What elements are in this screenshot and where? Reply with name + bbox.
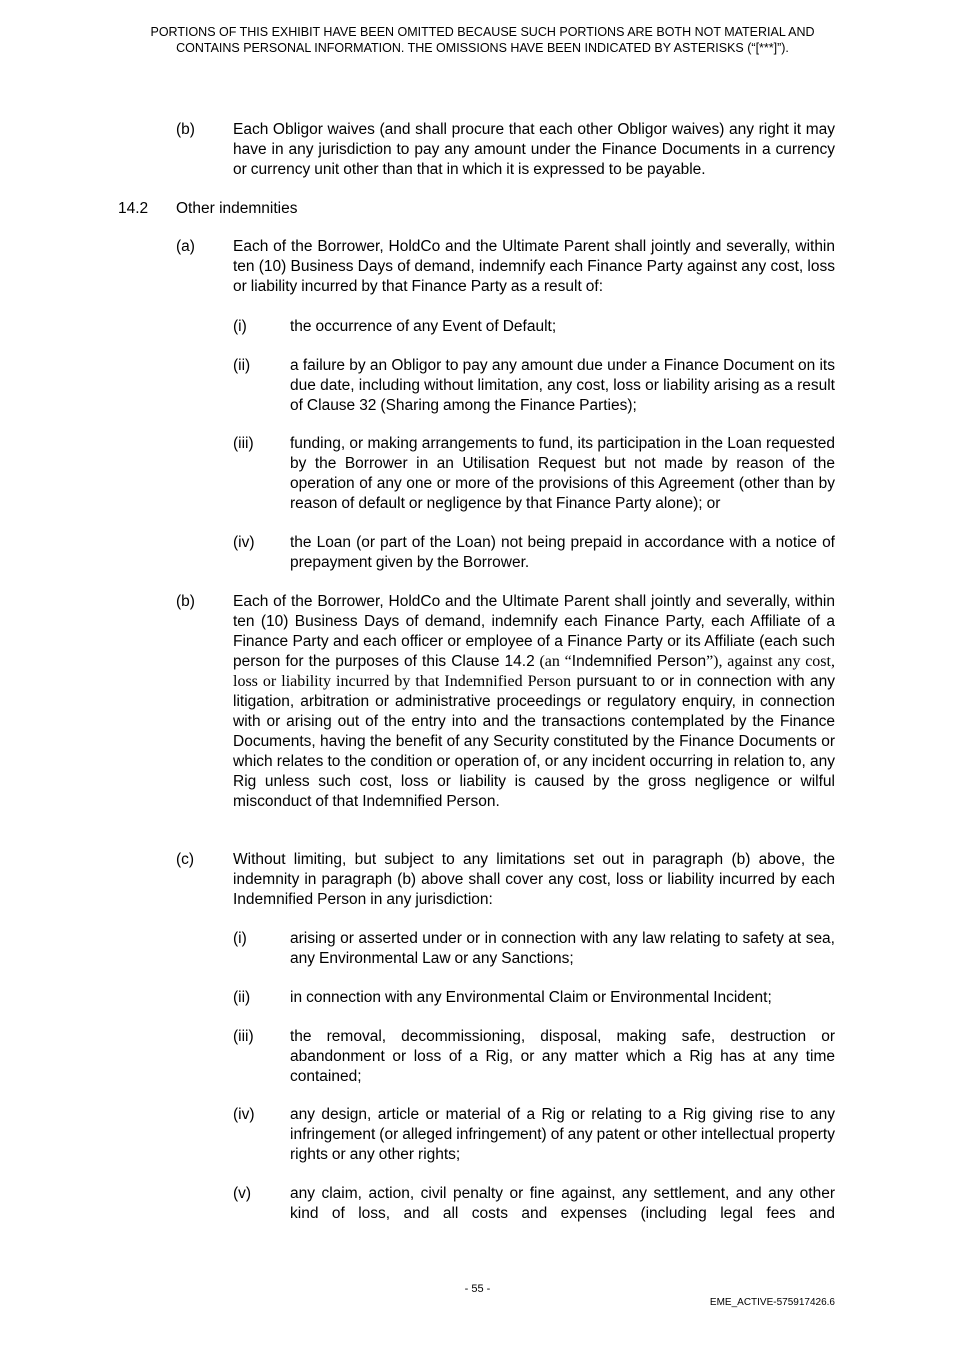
clause-a-text: Each of the Borrower, HoldCo and the Ultimate Parent shall jointly and severally, within ten (10) Business Days of demand, indemnify each Finance Party against any cost, loss or liability incurred by that Finance Party as a result of: xyxy=(233,238,835,295)
sub-c-iv-text: any design, article or material of a Rig or relating to a Rig giving rise to any infringement (or alleged infringement) of any patent or other intellectual property rights or any other rights; xyxy=(290,1106,835,1163)
sub-label-c-iv: (iv) xyxy=(233,1106,255,1123)
sub-c-iii-text: the removal, decommissioning, disposal, making safe, destruction or abandonment or loss of a Rig, or any matter which a Rig has at any time contained; xyxy=(290,1028,835,1085)
sub-label-c-v: (v) xyxy=(233,1185,252,1202)
clause-label-c: (c) xyxy=(176,851,195,868)
document-reference: EME_ACTIVE-575917426.6 xyxy=(709,1297,835,1308)
section-title: Other indemnities xyxy=(176,200,298,217)
sub-c-i-text: arising or asserted under or in connection with any law relating to safety at sea, any Environmental Law or any Sanctions; xyxy=(290,930,835,967)
clause-b-serif-2: ”), against any cost, loss or liability incurred by that Indemnified Person xyxy=(233,653,835,690)
clause-b-top-text: Each Obligor waives (and shall procure that each other Obligor waives) any right it may have in any jurisdiction to pay any amount under the Finance Documents in a currency or currency unit other than that in which it is expressed to be payable. xyxy=(233,121,835,178)
sub-label-c-i: (i) xyxy=(233,930,247,947)
sub-label-c-iii: (iii) xyxy=(233,1028,254,1045)
sub-c-ii-text: in connection with any Environmental Claim or Environmental Incident; xyxy=(290,989,772,1006)
sub-label-a-iv: (iv) xyxy=(233,534,255,551)
section-number: 14.2 xyxy=(118,200,149,217)
sub-label-a-i: (i) xyxy=(233,318,247,335)
clause-label-b-top: (b) xyxy=(176,121,195,138)
clause-b-part-2: pursuant to or in connection with any litigation, arbitration or administrative proceedings or regulatory enquiry, in connection with or arising out of the entry into and the transactions contemplated by the Finance Documents, having the benefit of any Security constituted by the Finance Documents or which relates to the condition or operation of, or any incident occurring in relation to, any Rig unless such cost, loss or liability is caused by the gross negligence or wilful misconduct of that Indemnified Person. xyxy=(233,673,835,810)
sub-label-a-ii: (ii) xyxy=(233,357,251,374)
clause-b-part-1: Each of the Borrower, HoldCo and the Ultimate Parent shall jointly and severally, within ten (10) Business Days of demand, indemnify each Finance Party, each Affiliate of a Finance Party and each officer or employee of a Finance Party or its Affiliate (each such person for the purposes of this Clause 14.2 xyxy=(233,593,835,670)
clause-c-text: Without limiting, but subject to any limitations set out in paragraph (b) above, the indemnity in paragraph (b) above shall cover any cost, loss or liability incurred by each Indemnified Person in any jurisdiction: xyxy=(233,851,835,908)
sub-a-ii-text: a failure by an Obligor to pay any amount due under a Finance Document on its due date, including without limitation, any cost, loss or liability arising as a result of Clause 32 (Sharing among the Finance Parties); xyxy=(290,357,835,414)
sub-c-v-text: any claim, action, civil penalty or fine against, any settlement, and any other kind of loss, and all costs and expenses (including legal fees and xyxy=(290,1185,835,1222)
clause-label-a: (a) xyxy=(176,238,195,255)
sub-label-c-ii: (ii) xyxy=(233,989,251,1006)
sub-label-a-iii: (iii) xyxy=(233,435,254,452)
clause-b-text xyxy=(233,592,835,812)
confidentiality-header xyxy=(100,24,865,56)
sub-a-iv-text: the Loan (or part of the Loan) not being prepaid in accordance with a notice of prepayment given by the Borrower. xyxy=(290,534,835,571)
header-line-1: PORTIONS OF THIS EXHIBIT HAVE BEEN OMITTED BECAUSE SUCH PORTIONS ARE BOTH NOT MATERIAL AND xyxy=(150,25,815,39)
defined-term-indemnified-person: Indemnified Person xyxy=(571,653,707,670)
clause-label-b: (b) xyxy=(176,593,195,610)
header-line-2: CONTAINS PERSONAL INFORMATION. THE OMISSIONS HAVE BEEN INDICATED BY ASTERISKS (“[***]”). xyxy=(176,41,789,55)
sub-a-i-text: the occurrence of any Event of Default; xyxy=(290,318,557,335)
clause-b-serif-1: (an “ xyxy=(534,653,572,670)
sub-a-iii-text: funding, or making arrangements to fund, its participation in the Loan requested by the Borrower in an Utilisation Request but not made by reason of the operation of any one or more of the provisions of this Agreement (other than by reason of default or negligence by that Finance Party alone); or xyxy=(290,435,835,512)
page-number: - 55 - xyxy=(464,1283,491,1295)
